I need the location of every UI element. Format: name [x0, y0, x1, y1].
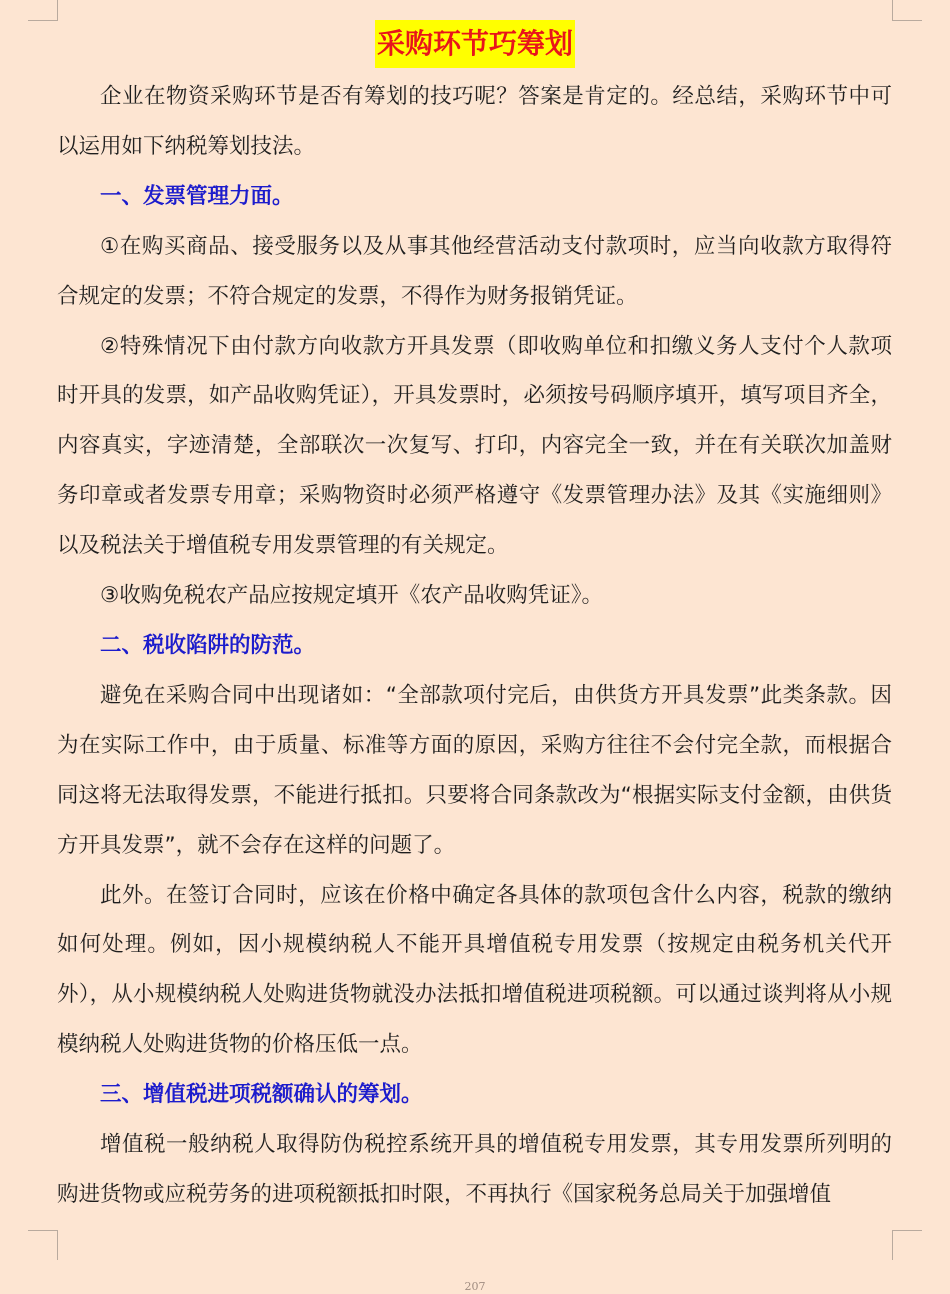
section-heading-vat: 三、增值税进项税额确认的筹划。 — [100, 1082, 423, 1108]
paragraph-tax-trap-1: 避免在采购合同中出现诸如：“全部款项付完后，由供货方开具发票”此类条款。因为在实际工作中，由于质量、标准等方面的原因，采购方往往不会付完全款，而根据合同这将无法取得发票，不能进行抵扣。只要将合同条款改为“根据实际支付金额，由供货方开具发票”，就不会存在这样的问题了。 — [57, 682, 892, 858]
crop-mark-top-right — [892, 0, 922, 21]
crop-mark-bottom-left — [28, 1230, 58, 1260]
crop-mark-top-left — [28, 0, 58, 21]
paragraph-tax-trap-2: 此外。在签订合同时，应该在价格中确定各具体的款项包含什么内容，税款的缴纳如何处理。例如，因小规模纳税人不能开具增值税专用发票（按规定由税务机关代开外），从小规模纳税人处购进货物就没办法抵扣增值税进项税额。可以通过谈判将从小规模纳税人处购进货物的价格压低一点。 — [57, 882, 892, 1058]
title-container — [0, 20, 950, 68]
page-number: 207 — [464, 1280, 486, 1293]
section-heading-tax-trap: 二、税收陷阱的防范。 — [100, 632, 316, 658]
page-title: 采购环节巧筹划 — [375, 20, 575, 68]
paragraph-vat-1: 增值税一般纳税人取得防伪税控系统开具的增值税专用发票，其专用发票所列明的购进货物或应税劳务的进项税额抵扣时限，不再执行《国家税务总局关于加强增值 — [57, 1132, 892, 1207]
document-body — [57, 72, 892, 1220]
crop-mark-bottom-right — [892, 1230, 922, 1260]
paragraph-invoice-1: ①在购买商品、接受服务以及从事其他经营活动支付款项时，应当向收款方取得符合规定的发票；不符合规定的发票，不得作为财务报销凭证。 — [57, 233, 892, 309]
paragraph-invoice-2: ②特殊情况下由付款方向收款方开具发票（即收购单位和扣缴义务人支付个人款项时开具的发票，如产品收购凭证），开具发票时，必须按号码顺序填开，填写项目齐全，内容真实，字迹清楚，全部联次一次复写、打印，内容完全一致，并在有关联次加盖财务印章或者发票专用章；采购物资时必须严格遵守《发票管理办法》及其《实施细则》以及税法关于增值税专用发票管理的有关规定。 — [57, 333, 892, 559]
section-heading-invoice: 一、发票管理力面。 — [100, 183, 294, 209]
paragraph-invoice-3: ③收购免税农产品应按规定填开《农产品收购凭证》。 — [100, 583, 604, 609]
paragraph-intro: 企业在物资采购环节是否有筹划的技巧呢？答案是肯定的。经总结，采购环节中可以运用如下纳税筹划技法。 — [57, 84, 892, 159]
